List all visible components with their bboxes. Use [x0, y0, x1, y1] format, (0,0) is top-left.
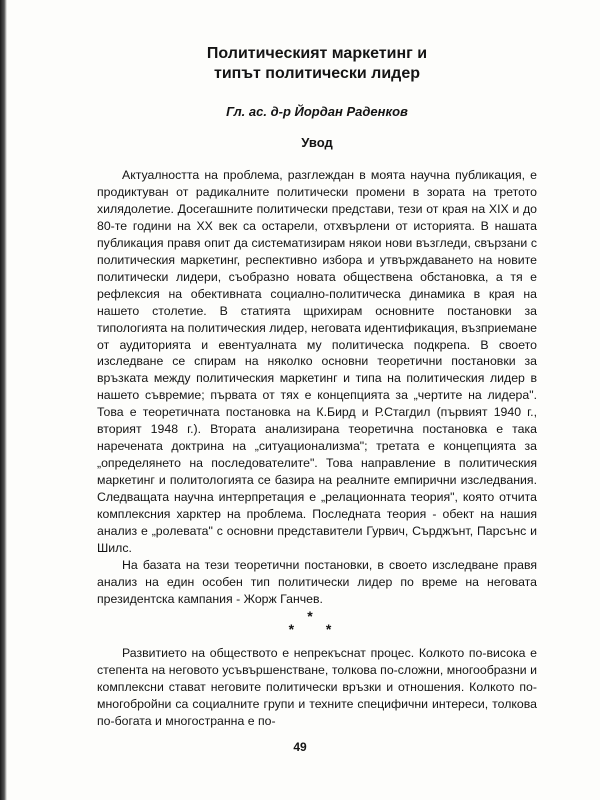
section-separator: [97, 607, 537, 637]
section-heading: Увод: [301, 135, 333, 150]
title-line-2: типът политически лидер: [214, 65, 420, 82]
title-line-1: Политическият маркетинг и: [206, 45, 428, 62]
paragraph-society: Развитието на обществото е непрекъснат процес. Колкото по-висока е степента на неговото усъвършенстване, толкова по-сложни, многообразни и комплексни стават неговите политически връзки и отношения. Колкото по-многобройни са социалните групи и техните специфични интереси, толкова по-богата и многостранна е по-: [97, 645, 537, 728]
paragraph-case-study: На базата на тези теоретични постановки, в своето изследване правя анализ на един особен тип политически лидер по време на неговата президентска кампания - Жорж Ганчев.: [97, 557, 537, 606]
page-number: 49: [293, 740, 307, 754]
author-byline: Гл. ас. д-р Йордан Раденков: [226, 104, 408, 119]
separator-star-top: *: [307, 607, 327, 624]
document-page: [97, 44, 537, 730]
paragraph-intro: Актуалността на проблема, разглеждан в моята научна публикация, е продиктуван от радикалните политически промени в зората на третото хилядолетие. Досегашните политически представи, тези от края на XIX и до 80-те години на XX век са остарели, отхвърлени от историята. В нашата публикация правя опит да систематизирам някои нови възгледи, свързани с политическия маркетинг, респективно избора и утвърждаването на новите политически лидери, съобразно новата обществена обстановка, а тя е рефлексия на обективната социално-политическа динамика в края на нашето столетие. В статията щрихирам основните постановки за типологията на политическия лидер, неговата идентификация, възприемане от аудиторията и евентуалната му политическа подкрепа. В своето изследване се спирам на няколко основни теоретични постановки за връзката между политическия маркетинг и типа на политическия лидер в нашето съвремие; първата от тях е концепцията за „чертите на лидера". Това е теоретичната постановка на К.Бирд и Р.Стагдил (първият 1940 г., вторият 1948 г.). Втората анализирана теоретична постановка е така наречената доктрина на „ситуационализма"; третата е концепцията за „определянето на последователите". Това направление в политическия маркетинг и политологията се базира на реалните емпирични изследвания. Следващата научна интерпретация е „релационната теория", която отчита комплексния харктер на проблема. Последната теория - обект на нашия анализ е „ролевата" с основни представители Гурвич, Сърджънт, Парсънс и Шилс.: [97, 168, 537, 555]
article-title: [97, 44, 537, 84]
separator-star-bottom: * *: [288, 620, 346, 637]
binding-edge: [0, 0, 7, 800]
